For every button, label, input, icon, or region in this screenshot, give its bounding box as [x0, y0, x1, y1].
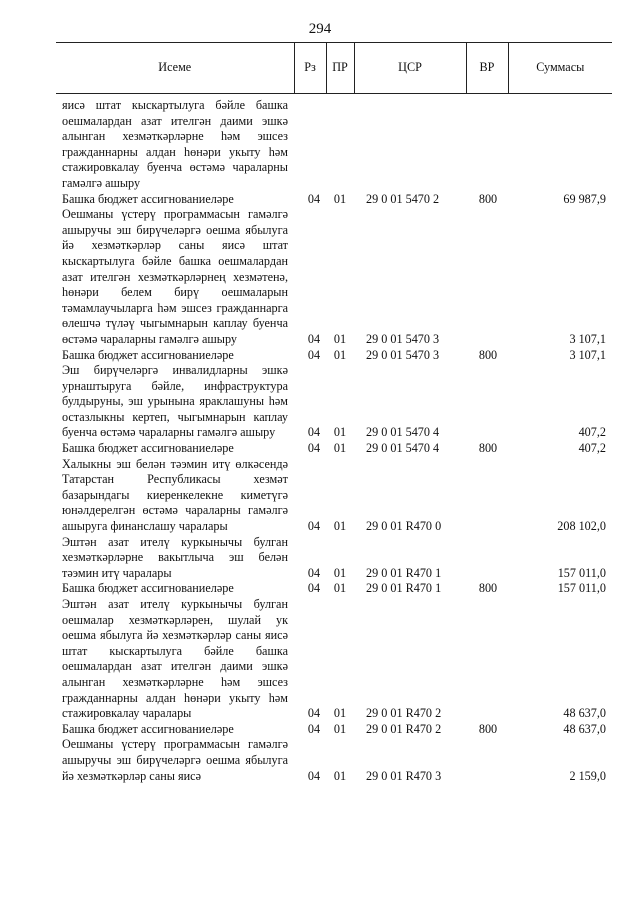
row-name: Халыкны эш белән тәэмин итү өлкәсендә Татарстан Республикасы хезмәт базарындагы киеренкелекне киметүгә юнәлдерелгән өстәмә чараларны гамәлгә ашыруга финанслашу чаралары — [62, 456, 288, 534]
row-pr: 01 — [333, 191, 347, 206]
row-sum: 48 637,0 — [563, 721, 606, 736]
table-row — [56, 207, 612, 347]
row-pr: 01 — [333, 565, 347, 580]
row-csr: 29 0 01 R470 0 — [366, 519, 442, 534]
row-rz: 04 — [307, 331, 321, 346]
row-rz: 04 — [307, 191, 321, 206]
row-pr: 01 — [333, 519, 347, 534]
table-row — [56, 581, 612, 597]
table-row — [56, 737, 612, 784]
header-row — [56, 43, 612, 94]
row-vr: 800 — [478, 581, 498, 596]
row-csr — [354, 94, 466, 192]
row-pr: 01 — [333, 706, 347, 721]
row-name: Эштән азат ителү куркынычы булган оешмалар хезмәткәрләрен, шулай ук оешма ябылуга йә хезмәткәрләр саны яисә штат кыскартылуга бәйле башка оешмалардан азат ителгән даими эшкә алынган хезмәткәрләрне һәм эшсез гражданнарны алдан һөнәри укыту һәм стажировкалау чаралары — [62, 597, 288, 721]
row-name: Башка бюджет ассигнованиеләре — [62, 347, 234, 362]
row-vr: 800 — [478, 191, 498, 206]
row-csr: 29 0 01 5470 4 — [366, 425, 440, 440]
header-vr: ВР — [466, 43, 508, 94]
budget-table-container — [56, 42, 612, 784]
row-pr: 01 — [333, 721, 347, 736]
row-name: Башка бюджет ассигнованиеләре — [62, 191, 234, 206]
row-sum: 407,2 — [578, 441, 606, 456]
row-name: Эш бирүчеләргә инвалидларны эшкә урнаштыруга бәйле, инфраструктура булдыруны, эш урынына яраклашуны һәм остазлыкны кертеп, чыгымнарын каплау буенча өстәмә чараларны гамәлгә ашыру — [62, 363, 288, 440]
row-vr — [466, 457, 508, 535]
row-csr: 29 0 01 R470 2 — [366, 721, 442, 736]
row-name: яисә штат кыскартылуга бәйле башка оешмалардан азат ителгән даими эшкә алынган хезмәткәрләрне һәм эшсез гражданнарны алдан һөнәри укыту һәм стажировкалау буенча өстәмә чараларны гамәлгә ашыру — [62, 98, 288, 190]
row-pr: 01 — [333, 441, 347, 456]
table-row — [56, 535, 612, 582]
header-csr: ЦСР — [354, 43, 466, 94]
row-pr: 01 — [333, 425, 347, 440]
row-name: Эштән азат ителү куркынычы булган хезмәткәрләрне вакытлыча эш белән тәэмин итү чаралары — [62, 534, 288, 580]
row-rz: 04 — [307, 721, 321, 736]
row-sum: 407,2 — [578, 425, 606, 440]
table-row — [56, 597, 612, 722]
row-csr: 29 0 01 R470 2 — [366, 706, 442, 721]
table-row — [56, 94, 612, 192]
table-row — [56, 441, 612, 457]
table-body — [56, 94, 612, 785]
row-csr: 29 0 01 R470 1 — [366, 581, 442, 596]
row-rz: 04 — [307, 581, 321, 596]
row-vr: 800 — [478, 721, 498, 736]
row-rz: 04 — [307, 565, 321, 580]
row-csr: 29 0 01 5470 2 — [366, 191, 440, 206]
page-number: 294 — [308, 21, 332, 37]
row-pr — [326, 94, 354, 192]
row-sum: 3 107,1 — [569, 331, 606, 346]
row-csr: 29 0 01 R470 1 — [366, 565, 442, 580]
row-rz: 04 — [307, 441, 321, 456]
row-sum: 157 011,0 — [557, 565, 606, 580]
row-name: Башка бюджет ассигнованиеләре — [62, 441, 234, 456]
row-rz: 04 — [307, 425, 321, 440]
row-name: Башка бюджет ассигнованиеләре — [62, 581, 234, 596]
budget-table — [56, 42, 612, 784]
row-csr: 29 0 01 5470 3 — [366, 331, 440, 346]
row-sum: 208 102,0 — [557, 519, 606, 534]
row-rz: 04 — [307, 519, 321, 534]
table-row — [56, 348, 612, 364]
row-sum: 157 011,0 — [557, 581, 606, 596]
row-rz: 04 — [307, 347, 321, 362]
row-pr: 01 — [333, 347, 347, 362]
table-row — [56, 457, 612, 535]
header-sum: Суммасы — [508, 43, 612, 94]
row-sum: 2 159,0 — [569, 768, 606, 783]
row-rz: 04 — [307, 706, 321, 721]
row-vr — [466, 535, 508, 582]
table-row — [56, 192, 612, 208]
table-header — [56, 43, 612, 94]
row-pr: 01 — [333, 331, 347, 346]
row-pr: 01 — [333, 768, 347, 783]
row-pr: 01 — [333, 581, 347, 596]
header-rz: Рз — [294, 43, 326, 94]
header-pr: ПР — [326, 43, 354, 94]
row-name: Оешманы үстерү программасын гамәлгә ашыручы эш бирүчеләргә оешма ябылуга йә хезмәткәрләр саны яисә штат кыскартылуга бәйле башка оешмалардан азат ителгән хезмәткәрләрнең хезмәтенә, һөнәри белем бирү оешмаларын тәмамлаучыларга һәм эшсез гражданнарга өлешчә түләү чыгымнарын каплау буенча өстәмә чараларны гамәлгә ашыру — [62, 207, 288, 346]
row-sum: 48 637,0 — [563, 706, 606, 721]
row-vr — [466, 597, 508, 722]
row-vr — [466, 94, 508, 192]
row-sum: 69 987,9 — [563, 191, 606, 206]
row-name: Башка бюджет ассигнованиеләре — [62, 721, 234, 736]
row-sum — [508, 94, 612, 192]
row-sum: 3 107,1 — [569, 347, 606, 362]
row-vr — [466, 737, 508, 784]
row-csr: 29 0 01 5470 3 — [366, 347, 440, 362]
table-row — [56, 363, 612, 441]
row-vr — [466, 207, 508, 347]
row-rz — [294, 94, 326, 192]
row-rz: 04 — [307, 768, 321, 783]
table-row — [56, 722, 612, 738]
header-name: Исеме — [56, 43, 294, 94]
row-vr: 800 — [478, 441, 498, 456]
row-vr: 800 — [478, 347, 498, 362]
row-name: Оешманы үстерү программасын гамәлгә ашыручы эш бирүчеләргә оешма ябылуга йә хезмәткәрләр саны яисә — [62, 737, 288, 783]
row-csr: 29 0 01 R470 3 — [366, 768, 442, 783]
row-vr — [466, 363, 508, 441]
row-csr: 29 0 01 5470 4 — [366, 441, 440, 456]
